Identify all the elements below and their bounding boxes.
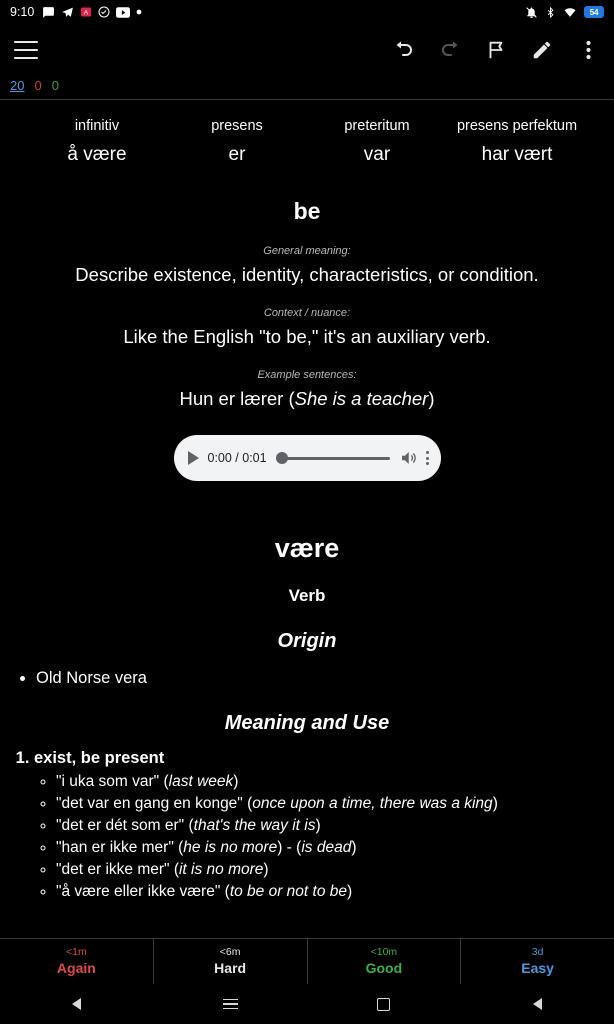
conjugation-value-presens-perfektum: har vært	[481, 144, 553, 165]
conjugation-header-preteritum: preteritum	[344, 118, 410, 134]
answer-again-interval: <1m	[66, 945, 87, 958]
clock-check-icon	[98, 6, 110, 18]
list-item	[56, 793, 606, 815]
card-content	[0, 100, 614, 1024]
example-en: once upon a time, there was a king	[252, 795, 493, 813]
list-item	[56, 815, 606, 837]
dictionary-section	[8, 533, 606, 903]
conjugation-value-presens: er	[228, 144, 246, 165]
conjugation-value-infinitiv: å være	[67, 144, 127, 165]
status-notification-icons	[42, 6, 142, 19]
status-bar	[0, 0, 614, 24]
meaning-and-use-heading: Meaning and Use	[224, 712, 390, 735]
toolbar-right	[392, 38, 600, 62]
conjugation-table	[27, 114, 587, 172]
counter-learning: 0	[34, 78, 42, 93]
answer-good-interval: <10m	[370, 945, 398, 958]
example-en: he is no more	[183, 839, 278, 857]
battery-indicator: 54	[584, 6, 604, 18]
home-square-icon[interactable]	[362, 984, 406, 1024]
volume-icon[interactable]	[399, 449, 417, 467]
answer-buttons	[0, 938, 614, 984]
senses-list	[34, 749, 606, 903]
list-item	[56, 881, 606, 903]
example-no: "i uka som var" (	[56, 773, 169, 791]
card-counters	[0, 76, 614, 99]
answer-easy-interval: 3d	[531, 945, 544, 958]
telegram-icon	[61, 6, 74, 19]
example-en: to be or not to be	[229, 883, 348, 901]
answer-good-button[interactable]	[308, 939, 462, 984]
more-options-icon[interactable]	[576, 38, 600, 62]
example-no: "det er ikke mer" (	[56, 861, 179, 879]
flag-icon[interactable]	[484, 38, 508, 62]
wifi-icon	[563, 6, 577, 19]
example-en: that's the way it is	[193, 817, 316, 835]
origin-list	[36, 669, 606, 688]
audio-player-wrapper	[8, 435, 606, 481]
answer-hard-button[interactable]	[154, 939, 308, 984]
recents-icon[interactable]	[208, 984, 252, 1024]
answer-easy-button[interactable]	[461, 939, 614, 984]
audio-more-options-icon[interactable]	[426, 451, 429, 465]
answer-hard-label: Hard	[214, 959, 247, 976]
audio-time-display: 0:00 / 0:01	[207, 451, 267, 466]
back-triangle-icon[interactable]	[55, 984, 99, 1024]
anki-icon	[80, 6, 92, 18]
answer-again-button[interactable]	[0, 939, 154, 984]
dot-icon	[136, 9, 142, 15]
example-en: last week	[168, 773, 234, 791]
toolbar-left	[14, 41, 38, 59]
dictionary-word: være	[274, 533, 340, 564]
conjugation-value-preteritum: var	[363, 144, 391, 165]
context-label: Context / nuance:	[263, 307, 351, 320]
example-tail-2: )	[351, 839, 357, 857]
answer-good-label: Good	[365, 959, 403, 976]
hamburger-menu-icon[interactable]	[14, 41, 38, 59]
status-system-icons	[525, 6, 604, 19]
counter-due: 0	[51, 78, 59, 93]
general-meaning-text: Describe existence, identity, characteristics, or condition.	[75, 264, 539, 285]
answer-again-label: Again	[56, 959, 96, 976]
conjugation-header-presens-perfektum: presens perfektum	[456, 118, 578, 134]
youtube-icon	[116, 7, 130, 18]
example-tail: )	[263, 861, 269, 879]
undo-icon[interactable]	[392, 38, 416, 62]
conjugation-value-row	[27, 144, 587, 172]
example-no: "han er ikke mer" (	[56, 839, 184, 857]
example-tail: )	[315, 817, 321, 835]
answer-hard-interval: <6m	[219, 945, 241, 958]
audio-player[interactable]	[174, 435, 441, 481]
list-item	[56, 771, 606, 793]
conjugation-header-presens: presens	[211, 118, 263, 134]
sense-label: exist, be present	[34, 749, 165, 768]
list-item: • Old Norse vera	[36, 669, 606, 688]
example-close-paren: )	[428, 388, 435, 410]
example-en: it is no more	[178, 861, 264, 879]
audio-seek-track	[276, 457, 390, 460]
example-norwegian: Hun er lærer (	[179, 388, 295, 410]
list-item	[56, 859, 606, 881]
example-tail: )	[233, 773, 239, 791]
play-icon[interactable]	[188, 451, 199, 465]
app-toolbar	[0, 24, 614, 76]
example-no: "det er dét som er" (	[56, 817, 194, 835]
example-en-2: is dead	[301, 839, 352, 857]
conjugation-header-row	[27, 114, 587, 144]
card-headword: be	[293, 198, 321, 224]
example-tail: ) - (	[277, 839, 302, 857]
system-nav-bar	[0, 984, 614, 1024]
example-tail: )	[492, 795, 498, 813]
example-no: "å være eller ikke være" (	[56, 883, 230, 901]
general-meaning-label: General meaning:	[263, 245, 351, 257]
audio-seek-slider[interactable]	[276, 451, 390, 465]
nav-extra-back-icon[interactable]	[515, 984, 559, 1024]
redo-icon[interactable]	[438, 38, 462, 62]
status-clock: 9:10	[10, 5, 35, 19]
svg-text:A: A	[84, 9, 89, 17]
sense-examples	[56, 771, 606, 903]
notifications-silenced-icon	[525, 6, 538, 19]
audio-seek-knob[interactable]	[276, 452, 288, 464]
example-label: Example sentences:	[257, 369, 357, 382]
example-translation: She is a teacher	[294, 388, 429, 410]
bluetooth-icon	[545, 6, 556, 19]
origin-heading: Origin	[277, 630, 337, 653]
pencil-edit-icon[interactable]	[530, 38, 554, 62]
example-no: "det var en gang en konge" (	[56, 795, 253, 813]
list-item	[56, 837, 606, 859]
context-text: Like the English "to be," it's an auxiliary verb.	[123, 326, 491, 348]
message-icon	[42, 6, 55, 19]
example-tail: )	[347, 883, 353, 901]
counter-new: 20	[10, 78, 25, 93]
dictionary-part-of-speech: Verb	[288, 586, 326, 606]
example-sentence	[8, 387, 606, 411]
answer-easy-label: Easy	[521, 959, 554, 976]
sense-item	[34, 749, 606, 903]
conjugation-header-infinitiv: infinitiv	[74, 118, 120, 134]
